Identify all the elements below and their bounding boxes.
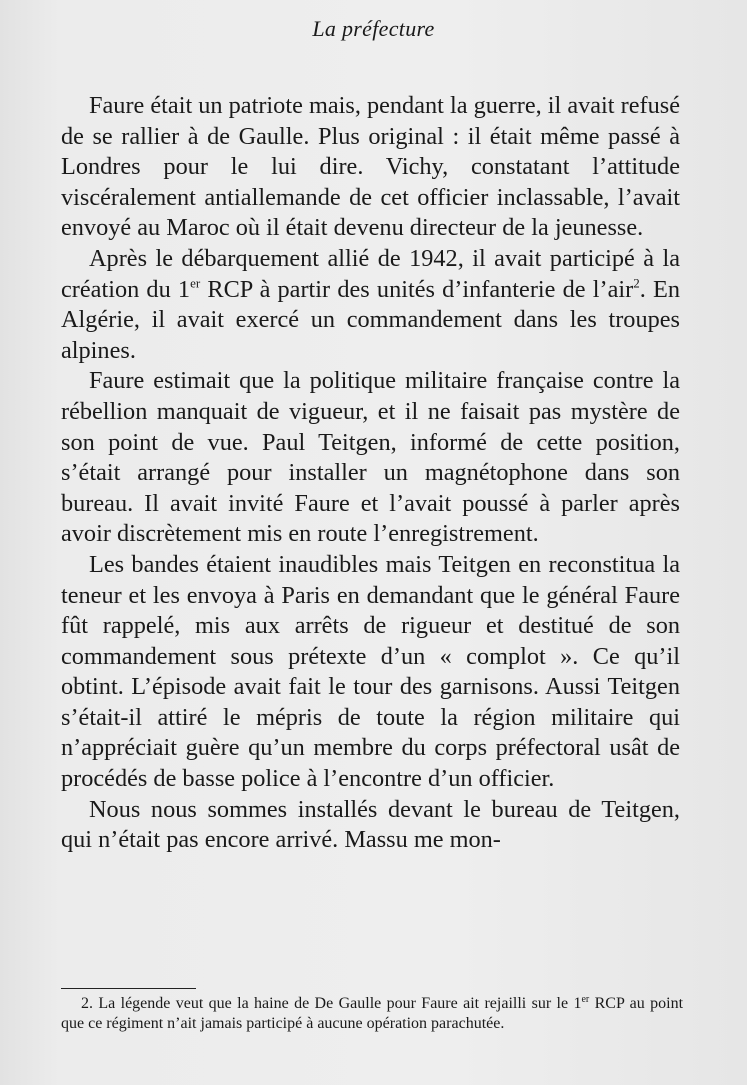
paragraph-5: Nous nous sommes installés devant le bureau de Teitgen, qui n’était pas encore arrivé. Massu me mon- (61, 795, 680, 854)
paragraph-4: Les bandes étaient inaudibles mais Teitgen en reconstitua la teneur et les envoya à Paris en demandant que le général Faure fût rappelé, mis aux arrêts de rigueur et destitué de son commandement sous prétexte d’un « complot ». Ce qu’il obtint. L’épisode avait fait le tour des garnisons. Aussi Teitgen s’était-il attiré le mépris de toute la région militaire qui n’appréciait guère qu’un membre du corps préfectoral usât de procédés de basse police à l’encontre d’un officier. (61, 550, 680, 793)
paragraph-2 (61, 244, 680, 366)
paragraph-2-part-c: . En Algérie, il avait exercé un commandement dans les troupes alpines. (61, 275, 680, 364)
footnote-rule (61, 988, 196, 989)
body-text (61, 91, 680, 856)
footnote-ordinal-superscript: er (581, 994, 590, 1005)
footnote-marker: 2. (81, 995, 93, 1012)
ordinal-superscript: er (190, 274, 201, 290)
footnote-part-b: RCP au point que ce régiment n’ait jamais participé à aucune opération parachutée. (61, 995, 684, 1032)
paragraph-3: Faure estimait que la politique militaire française contre la rébellion manquait de vigueur, et il ne faisait pas mystère de son point de vue. Paul Teitgen, informé de cette position, s’était arrangé pour installer un magnétophone dans son bureau. Il avait invité Faure et l’avait poussé à parler après avoir discrètement mis en route l’enregistrement. (61, 367, 680, 548)
footnote (61, 994, 683, 1034)
footnote-part-a: La légende veut que la haine de De Gaulle pour Faure ait rejailli sur le 1 (98, 995, 582, 1012)
paragraph-1: Faure était un patriote mais, pendant la guerre, il avait refusé de se rallier à de Gaulle. Plus original : il était même passé à Londres pour le lui dire. Vichy, constatant l’attitude viscéralement antiallemande de cet officier inclassable, l’avait envoyé au Maroc où il était devenu directeur de la jeunesse. (61, 92, 680, 242)
paragraph-2-part-a: Après le débarquement allié de 1942, il avait participé à la création du 1 (61, 244, 680, 303)
footnote-reference: 2 (633, 274, 640, 290)
footnote-2 (61, 994, 683, 1034)
paragraph-2-part-b: RCP à partir des unités d’infanterie de l’air (200, 275, 634, 303)
running-head: La préfecture (312, 16, 435, 41)
